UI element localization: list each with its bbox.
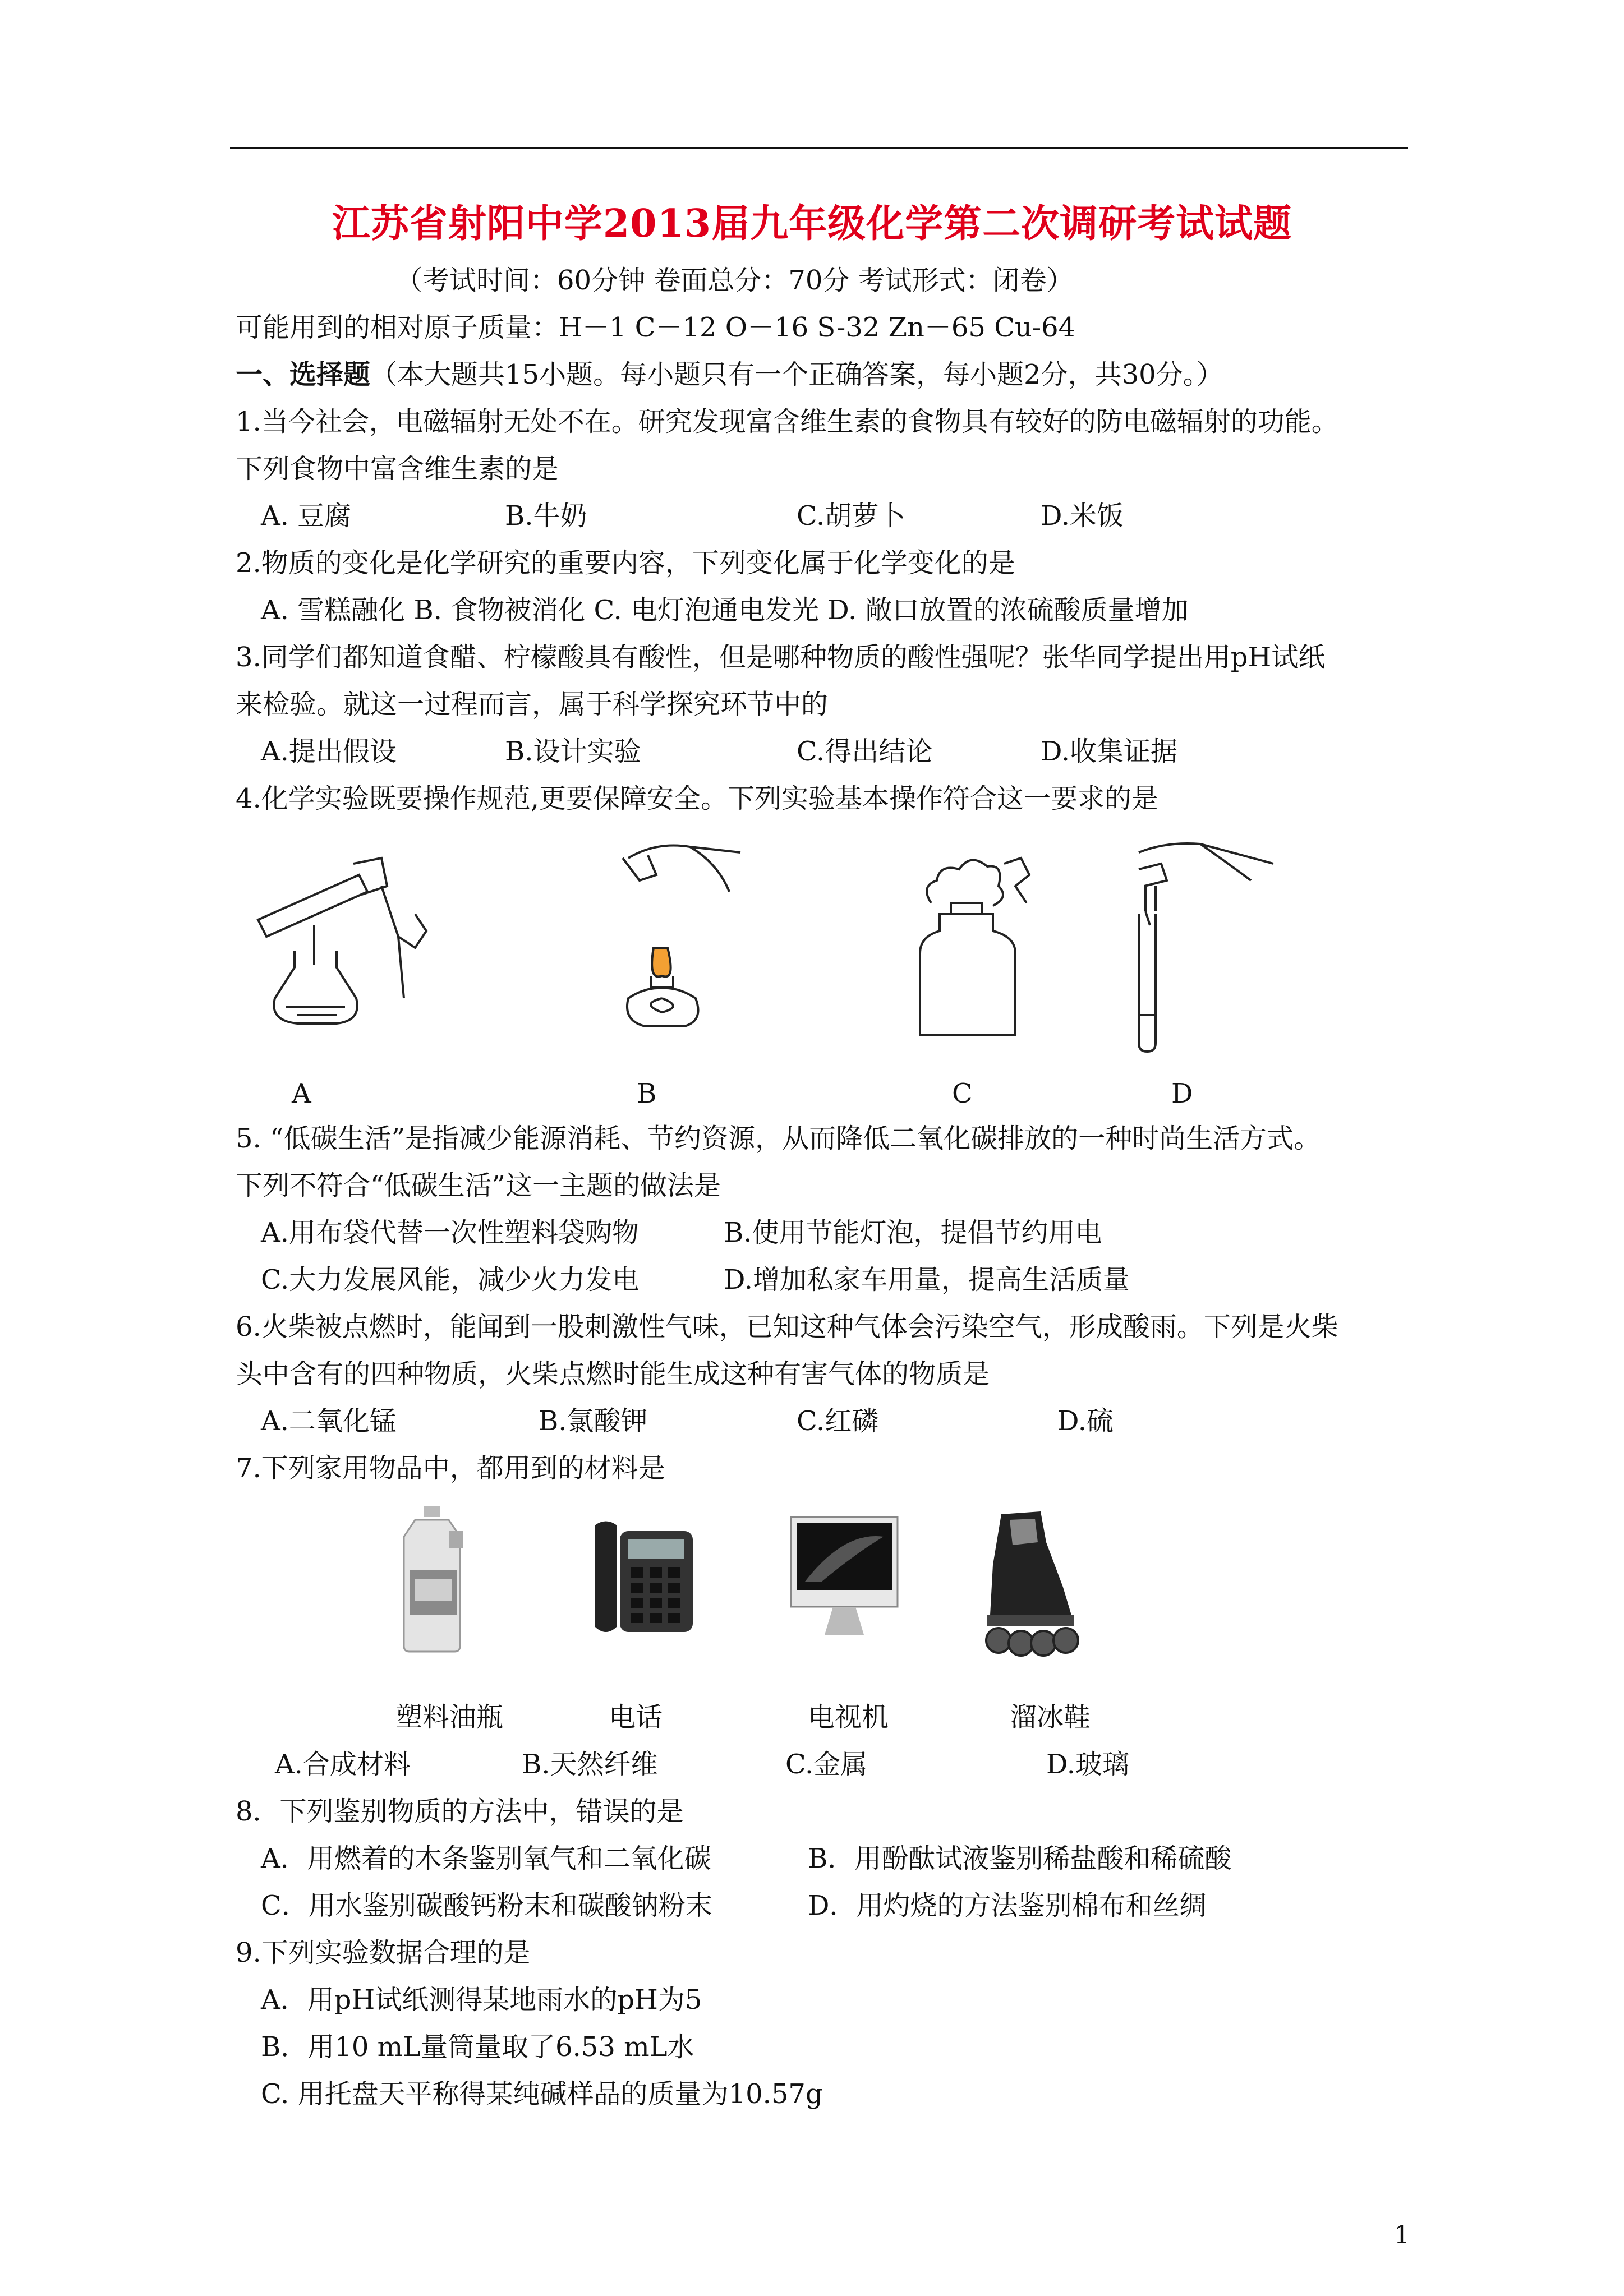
q7-stem: 7.下列家用物品中，都用到的材料是 — [236, 1453, 665, 1484]
q1-option-d: D.米饭 — [1041, 500, 1124, 532]
television-image — [788, 1514, 900, 1640]
q3-stem-line1: 3.同学们都知道食醋、柠檬酸具有酸性，但是哪种物质的酸性强呢？张华同学提出用pH试纸 — [236, 642, 1326, 673]
q1-stem-line1: 1.当今社会，电磁辐射无处不在。研究发现富含维生素的食物具有较好的防电磁辐射的功能。 — [236, 406, 1338, 437]
q4-label-c: C — [952, 1078, 973, 1109]
q8-option-c: C．用水鉴别碳酸钙粉末和碳酸钠粉末 — [261, 1890, 712, 1921]
q1-stem-line2: 下列食物中富含维生素的是 — [236, 453, 559, 485]
atomic-mass-line: 可能用到的相对原子质量：H－1 C－12 O－16 S-32 Zn－65 Cu-64 — [236, 312, 1076, 343]
q5-option-a: A.用布袋代替一次性塑料袋购物 — [261, 1217, 639, 1248]
exam-info: （考试时间：60分钟 卷面总分：70分 考试形式：闭卷） — [395, 265, 1074, 296]
q7-item-telephone: 电话 — [609, 1702, 663, 1733]
section-note: （本大题共15小题。每小题只有一个正确答案，每小题2分，共30分。） — [370, 359, 1223, 390]
experiment-c-bottle-figure — [909, 841, 1049, 1043]
q8-stem: 8．下列鉴别物质的方法中，错误的是 — [236, 1796, 684, 1827]
q4-stem: 4.化学实验既要操作规范,更要保障安全。下列实验基本操作符合这一要求的是 — [236, 783, 1159, 814]
q7-option-a: A.合成材料 — [275, 1749, 411, 1780]
q1-option-b: B.牛奶 — [505, 500, 587, 532]
experiment-d-dropper-figure — [1116, 830, 1279, 1054]
q5-option-b: B.使用节能灯泡，提倡节约用电 — [724, 1217, 1102, 1248]
q7-item-oil-bottle: 塑料油瓶 — [395, 1702, 504, 1733]
q5-stem-line1: 5. “低碳生活”是指减少能源消耗、节约资源，从而降低二氧化碳排放的一种时尚生活方式。 — [236, 1123, 1321, 1154]
q5-option-d: D.增加私家车用量，提高生活质量 — [724, 1264, 1130, 1295]
q6-option-c: C.红磷 — [797, 1405, 879, 1437]
q2-options: A. 雪糕融化 B. 食物被消化 C. 电灯泡通电发光 D. 敞口放置的浓硫酸质量增加 — [261, 594, 1189, 626]
q8-option-d: D．用灼烧的方法鉴别棉布和丝绸 — [808, 1890, 1207, 1921]
q7-option-d: D.玻璃 — [1046, 1749, 1130, 1780]
q9-stem: 9.下列实验数据合理的是 — [236, 1937, 531, 1968]
q6-stem-line2: 头中含有的四种物质，火柴点燃时能生成这种有害气体的物质是 — [236, 1358, 990, 1390]
q8-option-a: A．用燃着的木条鉴别氧气和二氧化碳 — [261, 1843, 711, 1874]
page-title: 江苏省射阳中学2013届九年级化学第二次调研考试试题 — [332, 201, 1292, 246]
q6-option-d: D.硫 — [1057, 1405, 1114, 1437]
q3-option-c: C.得出结论 — [797, 736, 933, 767]
q5-stem-line2: 下列不符合“低碳生活”这一主题的做法是 — [236, 1170, 721, 1201]
q1-option-a: A. 豆腐 — [261, 500, 352, 532]
q6-option-b: B.氯酸钾 — [539, 1405, 648, 1437]
q3-option-a: A.提出假设 — [261, 736, 397, 767]
q7-option-c: C.金属 — [785, 1749, 868, 1780]
q4-label-a: A — [292, 1078, 311, 1109]
q1-option-c: C.胡萝卜 — [797, 500, 906, 532]
q9-option-c: C. 用托盘天平称得某纯碱样品的质量为10.57g — [261, 2078, 823, 2110]
q4-label-b: B — [637, 1078, 657, 1109]
telephone-image — [589, 1514, 701, 1643]
q9-option-a: A．用pH试纸测得某地雨水的pH为5 — [261, 1984, 702, 2016]
q7-item-roller-skate: 溜冰鞋 — [1010, 1702, 1091, 1733]
section-heading — [236, 358, 1223, 391]
page-number: 1 — [1394, 2221, 1410, 2249]
q3-stem-line2: 来检验。就这一过程而言，属于科学探究环节中的 — [236, 689, 829, 720]
q3-option-d: D.收集证据 — [1041, 736, 1178, 767]
q7-item-television: 电视机 — [808, 1702, 889, 1733]
q7-option-b: B.天然纤维 — [522, 1749, 658, 1780]
q5-option-c: C.大力发展风能，减少火力发电 — [261, 1264, 640, 1295]
experiment-b-alcohol-lamp-figure — [595, 830, 752, 1038]
plastic-oil-bottle-image — [393, 1503, 477, 1654]
header-rule — [230, 147, 1408, 149]
q9-option-b: B．用10 mL量筒量取了6.53 mL水 — [261, 2031, 694, 2063]
q6-option-a: A.二氧化锰 — [261, 1405, 397, 1437]
q3-option-b: B.设计实验 — [505, 736, 641, 767]
q8-option-b: B．用酚酞试液鉴别稀盐酸和稀硫酸 — [808, 1843, 1232, 1874]
q4-label-d: D — [1171, 1078, 1193, 1109]
q6-stem-line1: 6.火柴被点燃时，能闻到一股刺激性气味，已知这种气体会污染空气，形成酸雨。下列是火柴 — [236, 1311, 1338, 1343]
roller-skate-image — [979, 1509, 1080, 1660]
section-title: 一、选择题 — [236, 359, 371, 390]
q2-stem: 2.物质的变化是化学研究的重要内容，下列变化属于化学变化的是 — [236, 547, 1015, 579]
experiment-a-heating-figure — [247, 852, 438, 1032]
